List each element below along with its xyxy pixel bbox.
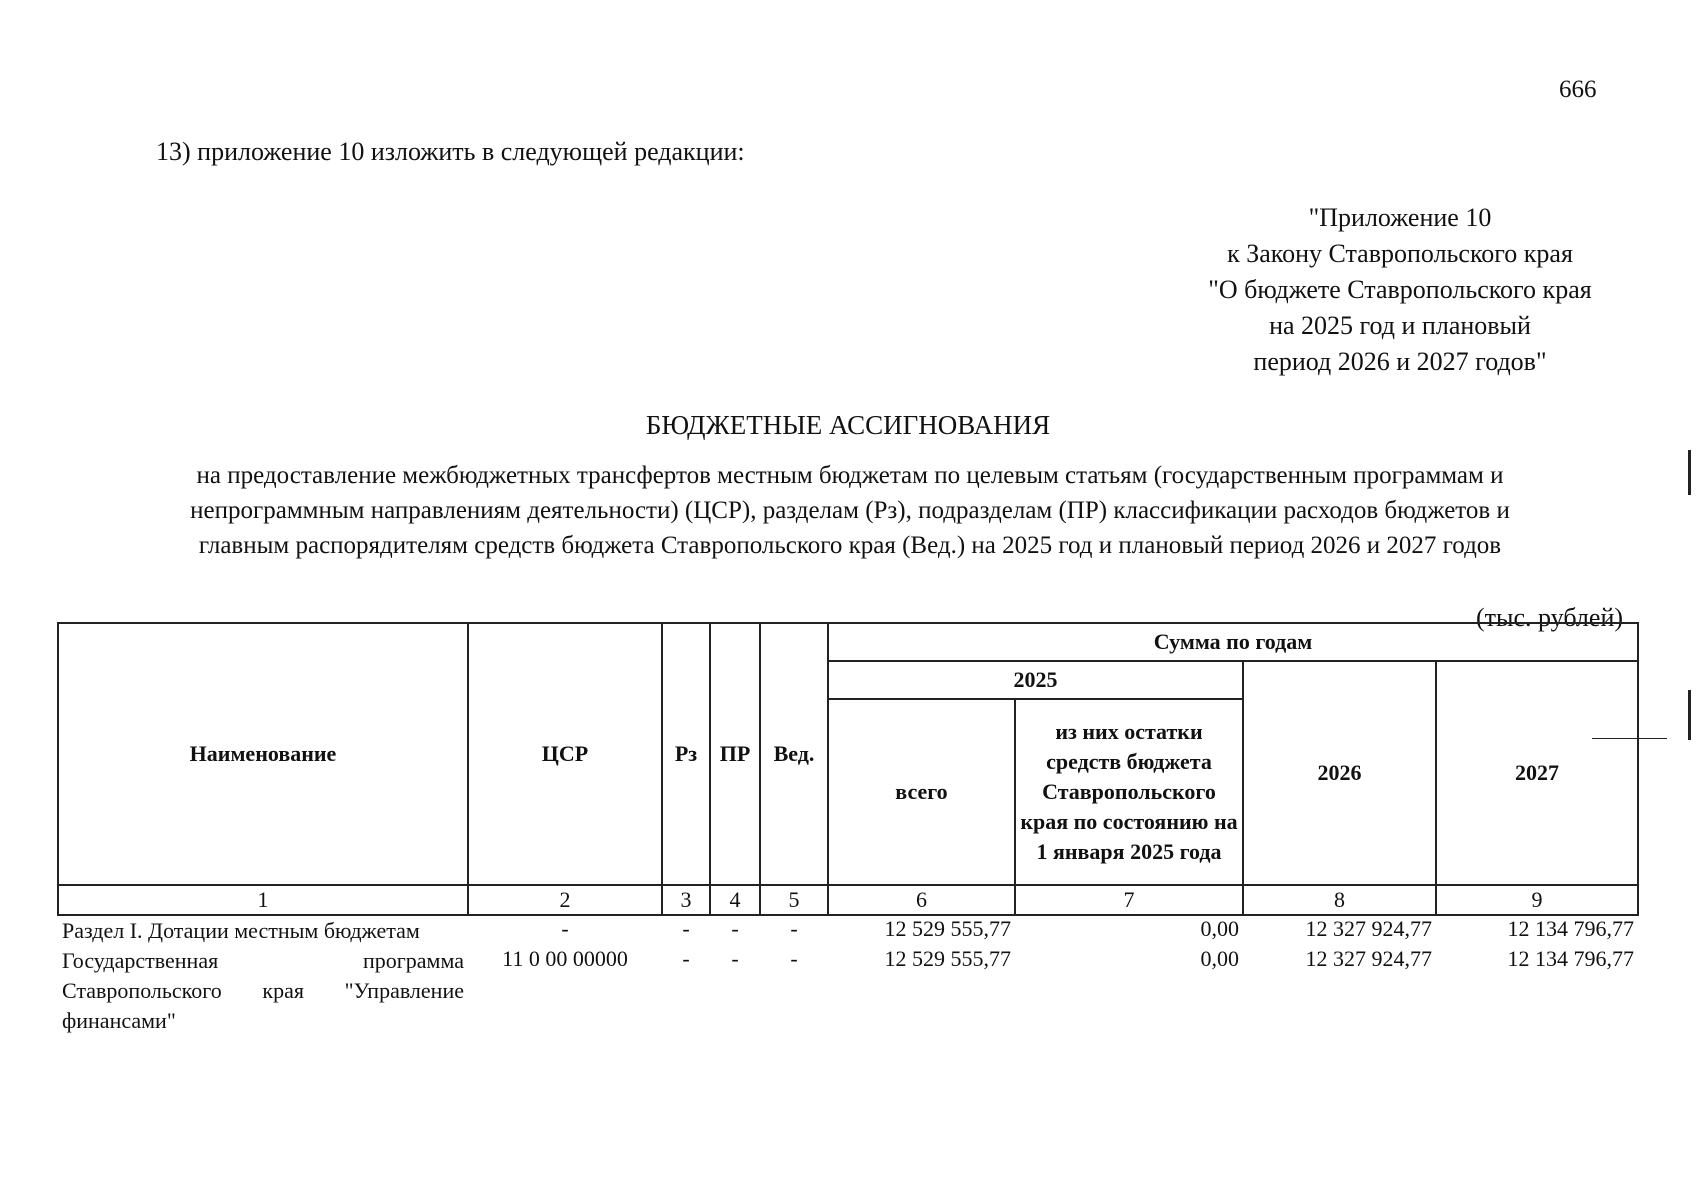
row-ved: -: [790, 946, 798, 971]
column-number: 3: [662, 885, 710, 915]
document-subtitle: [100, 458, 1600, 563]
scan-edge-mark: [1688, 690, 1691, 740]
table-row: [58, 946, 1638, 1036]
appendix-line: к Закону Ставропольского края: [1227, 239, 1573, 268]
header-pr: ПР: [710, 623, 760, 885]
row-total: 12 529 555,77: [884, 946, 1011, 971]
row-2026: 12 327 924,77: [1305, 946, 1432, 971]
row-name: Государственная программа Ставропольского края "Управление финансами": [62, 948, 464, 1033]
row-csr: 11 0 00 00000: [502, 946, 628, 971]
appendix-reference: [1150, 200, 1650, 380]
appendix-line: "О бюджете Ставропольского края: [1208, 275, 1592, 304]
column-number: 8: [1243, 885, 1436, 915]
row-2027: 12 134 796,77: [1507, 916, 1635, 941]
appendix-line: "Приложение 10: [1308, 203, 1492, 232]
header-sum-by-years: Сумма по годам: [828, 623, 1638, 661]
row-pr: -: [731, 916, 739, 941]
page-number: 666: [1559, 76, 1597, 103]
column-number: 2: [468, 885, 662, 915]
row-csr: -: [561, 916, 569, 941]
header-year-2025: 2025: [828, 661, 1243, 699]
row-2027: 12 134 796,77: [1507, 946, 1635, 971]
row-name: Раздел I. Дотации местным бюджетам: [62, 918, 420, 943]
row-remainders: 0,00: [1200, 946, 1239, 971]
column-number: 5: [760, 885, 828, 915]
row-2026: 12 327 924,77: [1305, 916, 1432, 941]
document-title: БЮДЖЕТНЫЕ АССИГНОВАНИЯ: [645, 410, 1051, 440]
header-year-2026: 2026: [1243, 661, 1436, 885]
units-label: (тыс. рублей): [1476, 603, 1624, 632]
amendment-instruction: 13) приложение 10 изложить в следующей редакции:: [156, 137, 745, 166]
appendix-line: на 2025 год и плановый: [1269, 311, 1531, 340]
header-remainders-2025: из них остатки средств бюджета Ставропольского края по состоянию на 1 января 2025 года: [1015, 699, 1243, 885]
header-rz: Рз: [662, 623, 710, 885]
row-rz: -: [682, 946, 690, 971]
subtitle-line: на предоставление межбюджетных трансфертов местным бюджетам по целевым статьям (государственным программам и: [196, 462, 1504, 489]
header-ved: Вед.: [760, 623, 828, 885]
row-remainders: 0,00: [1200, 916, 1239, 941]
budget-table: [57, 622, 1639, 1036]
column-number: 4: [710, 885, 760, 915]
row-total: 12 529 555,77: [884, 916, 1011, 941]
scan-edge-mark: [1688, 450, 1691, 495]
header-name: Наименование: [58, 623, 468, 885]
subtitle-line: главным распорядителям средств бюджета Ставропольского края (Вед.) на 2025 год и плановый период 2026 и 2027 годов: [198, 532, 1502, 559]
header-total-2025: всего: [828, 699, 1015, 885]
row-ved: -: [790, 916, 798, 941]
table-row: [58, 915, 1638, 946]
row-pr: -: [731, 946, 739, 971]
column-number: 7: [1015, 885, 1243, 915]
column-number: 6: [828, 885, 1015, 915]
subtitle-line: непрограммным направлениям деятельности) (ЦСР), разделам (Рз), подразделам (ПР) классификации расходов бюджетов и: [190, 497, 1510, 524]
row-rz: -: [682, 916, 690, 941]
appendix-line: период 2026 и 2027 годов": [1253, 347, 1547, 376]
header-year-2027: 2027: [1436, 661, 1638, 885]
header-csr: ЦСР: [468, 623, 662, 885]
stray-pen-mark: [1592, 738, 1667, 739]
column-number: 9: [1436, 885, 1638, 915]
column-number: 1: [58, 885, 468, 915]
